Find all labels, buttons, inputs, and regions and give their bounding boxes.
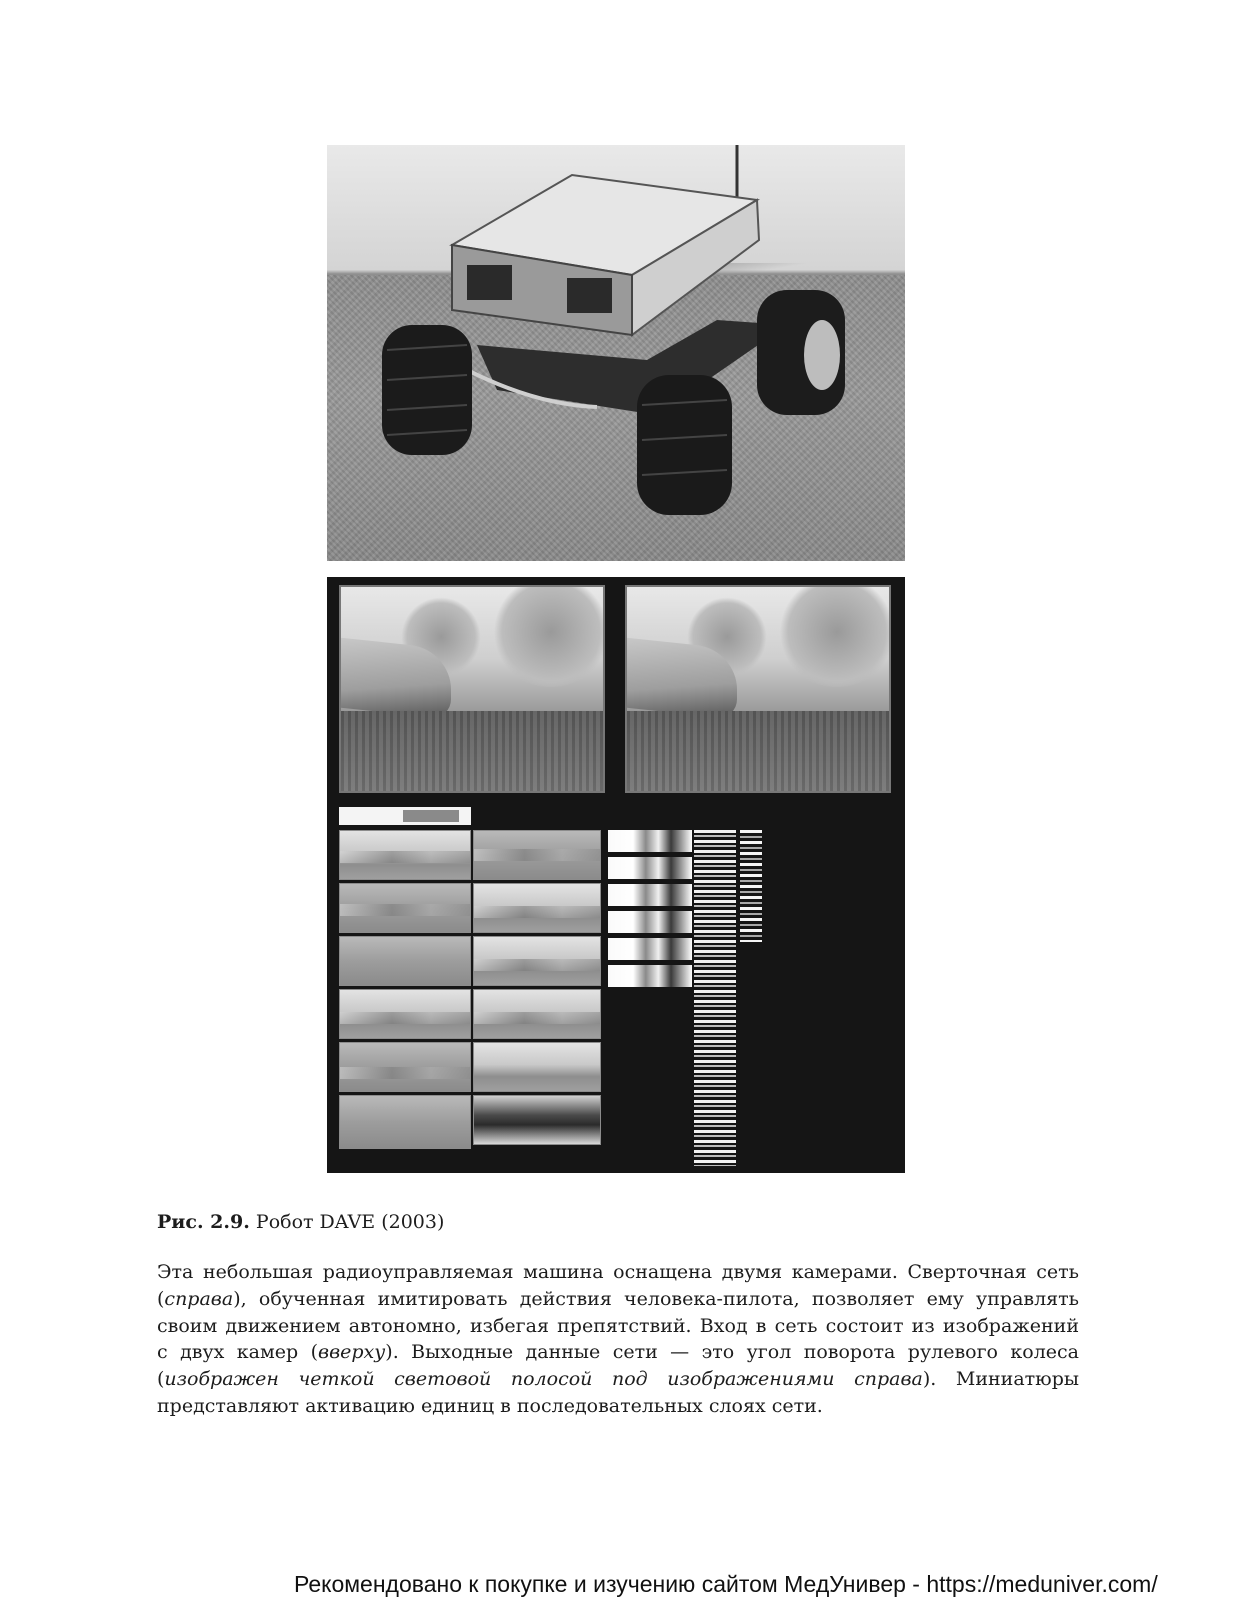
layer1-map <box>339 1095 471 1149</box>
layer1-map <box>339 883 471 933</box>
footer-recommendation: Рекомендовано к покупке и изучению сайтом МедУнивер - https://meduniver.com/ <box>294 1571 1158 1597</box>
wheel-front-right <box>637 375 732 515</box>
paragraph-line <box>157 1286 1079 1313</box>
text-segment: ), обученная имитировать действия человека-пилота, позволяет ему управлять <box>233 1287 1079 1310</box>
text-segment: ). Выходные данные сети — это угол поворота рулевого колеса <box>385 1341 1079 1364</box>
layer3-map <box>608 830 692 852</box>
layer2-map <box>473 989 601 1039</box>
emphasis-text: изображен четкой световой полосой под изображениями справа <box>164 1368 923 1391</box>
layer2-map <box>473 936 601 986</box>
figure-label: Рис. 2.9. <box>157 1211 250 1233</box>
right-camera-view <box>625 585 891 793</box>
paragraph-line <box>157 1313 1079 1340</box>
robot-illustration <box>327 145 905 561</box>
text-segment: ( <box>157 1368 165 1391</box>
layer3-map <box>608 857 692 879</box>
layer2-map <box>473 1095 601 1145</box>
layer4-column <box>694 830 736 1166</box>
layer2-map <box>473 830 601 880</box>
figure-description <box>157 1259 1079 1420</box>
emphasis-text: справа <box>164 1287 234 1310</box>
emphasis-text: вверху <box>318 1341 386 1364</box>
wheel-front-left <box>382 325 472 455</box>
text-segment: Эта небольшая радиоуправляемая машина оснащена двумя камерами. Сверточная сеть <box>157 1261 1079 1283</box>
layer1-map <box>339 830 471 880</box>
text-segment: представляют активацию единиц в последовательных слоях сети. <box>157 1394 823 1417</box>
layer1-map <box>339 936 471 986</box>
layer3-map <box>608 884 692 906</box>
left-camera <box>467 265 512 300</box>
paragraph-line <box>157 1339 1079 1366</box>
layer2-map <box>473 1042 601 1092</box>
layer4-column-small <box>740 830 762 942</box>
wheel-hub <box>804 320 840 390</box>
text-segment: ). Миниатюры <box>922 1368 1079 1391</box>
layer3-map <box>608 938 692 960</box>
figure-title: Робот DAVE (2003) <box>255 1211 445 1233</box>
paragraph-line <box>157 1259 1079 1286</box>
paragraph-line <box>157 1366 1079 1393</box>
network-visualization <box>327 577 905 1173</box>
left-camera-view <box>339 585 605 793</box>
paragraph-line <box>157 1393 1079 1420</box>
text-segment: своим движением автономно, избегая препятствий. Вход в сеть состоит из изображений <box>157 1314 1079 1337</box>
steering-output-bar <box>339 807 471 825</box>
right-camera <box>567 278 612 313</box>
text-segment: ( <box>157 1287 165 1310</box>
layer1-map <box>339 1042 471 1092</box>
robot-photo <box>327 145 905 561</box>
text-segment: с двух камер ( <box>157 1341 319 1364</box>
layer1-map <box>339 989 471 1039</box>
figure-caption <box>157 1210 1087 1234</box>
layer2-map <box>473 883 601 933</box>
layer3-map <box>608 965 692 987</box>
steering-indicator <box>403 810 459 822</box>
layer3-map <box>608 911 692 933</box>
